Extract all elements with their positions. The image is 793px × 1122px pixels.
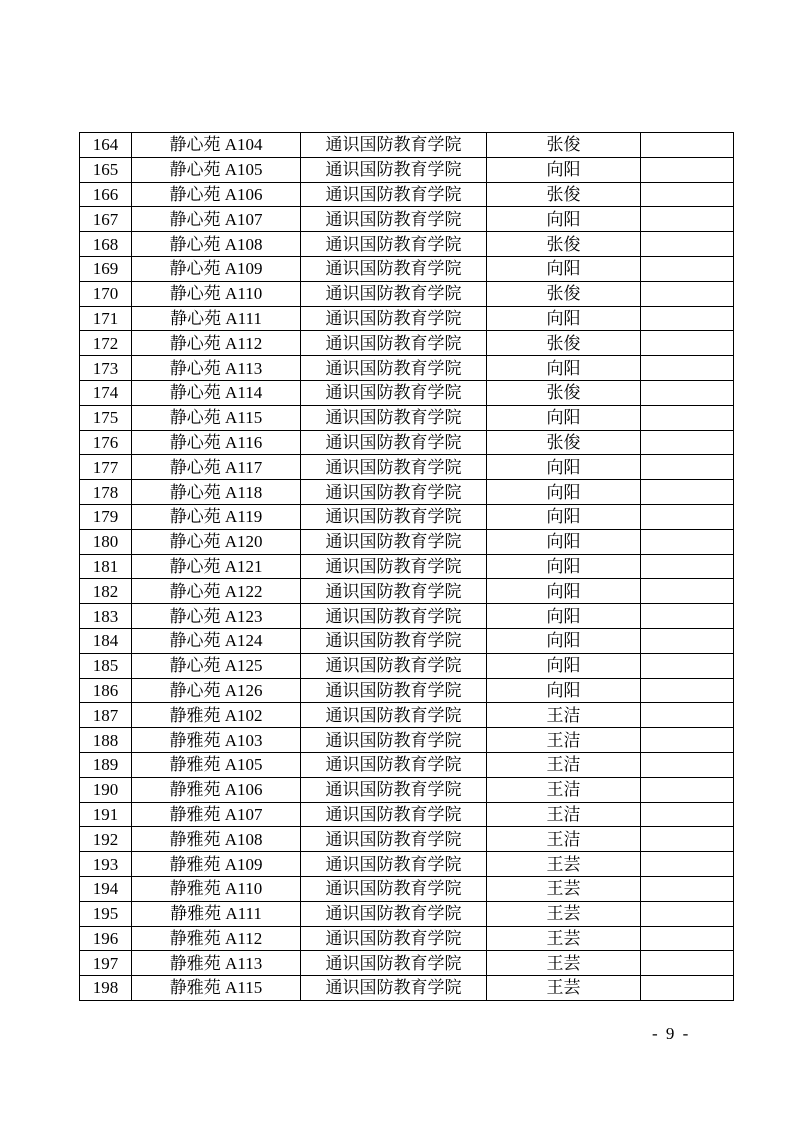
college-cell: 通识国防教育学院 — [301, 480, 487, 505]
table-row — [80, 182, 734, 207]
note-cell — [641, 703, 734, 728]
college-cell: 通识国防教育学院 — [301, 926, 487, 951]
table-row — [80, 430, 734, 455]
row-number-cell: 183 — [80, 604, 132, 629]
room-cell: 静心苑 A111 — [132, 306, 301, 331]
college-cell: 通识国防教育学院 — [301, 653, 487, 678]
row-number-cell: 194 — [80, 876, 132, 901]
room-cell: 静心苑 A121 — [132, 554, 301, 579]
room-cell: 静心苑 A125 — [132, 653, 301, 678]
table-row — [80, 356, 734, 381]
college-cell: 通识国防教育学院 — [301, 430, 487, 455]
row-number-cell: 167 — [80, 207, 132, 232]
row-number-cell: 164 — [80, 133, 132, 158]
person-in-charge-cell: 向阳 — [487, 604, 641, 629]
college-cell: 通识国防教育学院 — [301, 380, 487, 405]
person-in-charge-cell: 张俊 — [487, 182, 641, 207]
note-cell — [641, 306, 734, 331]
table-body — [80, 133, 734, 1001]
table-row — [80, 306, 734, 331]
person-in-charge-cell: 王洁 — [487, 827, 641, 852]
table-row — [80, 628, 734, 653]
person-in-charge-cell: 王洁 — [487, 802, 641, 827]
room-cell: 静雅苑 A108 — [132, 827, 301, 852]
note-cell — [641, 182, 734, 207]
row-number-cell: 165 — [80, 157, 132, 182]
row-number-cell: 197 — [80, 951, 132, 976]
college-cell: 通识国防教育学院 — [301, 678, 487, 703]
room-cell: 静心苑 A119 — [132, 504, 301, 529]
person-in-charge-cell: 向阳 — [487, 157, 641, 182]
college-cell: 通识国防教育学院 — [301, 455, 487, 480]
table-row — [80, 653, 734, 678]
note-cell — [641, 852, 734, 877]
person-in-charge-cell: 向阳 — [487, 628, 641, 653]
room-cell: 静心苑 A110 — [132, 281, 301, 306]
row-number-cell: 188 — [80, 728, 132, 753]
row-number-cell: 185 — [80, 653, 132, 678]
table-row — [80, 157, 734, 182]
note-cell — [641, 876, 734, 901]
row-number-cell: 178 — [80, 480, 132, 505]
person-in-charge-cell: 向阳 — [487, 306, 641, 331]
table-row — [80, 207, 734, 232]
row-number-cell: 181 — [80, 554, 132, 579]
note-cell — [641, 976, 734, 1001]
room-cell: 静心苑 A107 — [132, 207, 301, 232]
college-cell: 通识国防教育学院 — [301, 182, 487, 207]
room-cell: 静心苑 A122 — [132, 579, 301, 604]
table-row — [80, 678, 734, 703]
college-cell: 通识国防教育学院 — [301, 504, 487, 529]
table-row — [80, 455, 734, 480]
note-cell — [641, 554, 734, 579]
table-row — [80, 728, 734, 753]
college-cell: 通识国防教育学院 — [301, 281, 487, 306]
row-number-cell: 175 — [80, 405, 132, 430]
room-cell: 静心苑 A104 — [132, 133, 301, 158]
person-in-charge-cell: 张俊 — [487, 331, 641, 356]
college-cell: 通识国防教育学院 — [301, 157, 487, 182]
person-in-charge-cell: 张俊 — [487, 133, 641, 158]
row-number-cell: 169 — [80, 256, 132, 281]
note-cell — [641, 133, 734, 158]
college-cell: 通识国防教育学院 — [301, 133, 487, 158]
person-in-charge-cell: 张俊 — [487, 430, 641, 455]
college-cell: 通识国防教育学院 — [301, 728, 487, 753]
college-cell: 通识国防教育学院 — [301, 951, 487, 976]
note-cell — [641, 455, 734, 480]
college-cell: 通识国防教育学院 — [301, 232, 487, 257]
person-in-charge-cell: 向阳 — [487, 256, 641, 281]
room-cell: 静心苑 A108 — [132, 232, 301, 257]
person-in-charge-cell: 张俊 — [487, 380, 641, 405]
row-number-cell: 193 — [80, 852, 132, 877]
row-number-cell: 174 — [80, 380, 132, 405]
row-number-cell: 179 — [80, 504, 132, 529]
room-cell: 静雅苑 A112 — [132, 926, 301, 951]
college-cell: 通识国防教育学院 — [301, 802, 487, 827]
note-cell — [641, 480, 734, 505]
room-cell: 静心苑 A114 — [132, 380, 301, 405]
row-number-cell: 195 — [80, 901, 132, 926]
row-number-cell: 180 — [80, 529, 132, 554]
person-in-charge-cell: 张俊 — [487, 281, 641, 306]
row-number-cell: 182 — [80, 579, 132, 604]
note-cell — [641, 256, 734, 281]
table-row — [80, 405, 734, 430]
room-cell: 静雅苑 A110 — [132, 876, 301, 901]
table-row — [80, 133, 734, 158]
room-cell: 静心苑 A123 — [132, 604, 301, 629]
table-row — [80, 852, 734, 877]
note-cell — [641, 802, 734, 827]
room-cell: 静雅苑 A106 — [132, 777, 301, 802]
table-row — [80, 281, 734, 306]
person-in-charge-cell: 向阳 — [487, 356, 641, 381]
note-cell — [641, 232, 734, 257]
person-in-charge-cell: 向阳 — [487, 207, 641, 232]
college-cell: 通识国防教育学院 — [301, 752, 487, 777]
note-cell — [641, 207, 734, 232]
row-number-cell: 189 — [80, 752, 132, 777]
college-cell: 通识国防教育学院 — [301, 356, 487, 381]
college-cell: 通识国防教育学院 — [301, 405, 487, 430]
table-row — [80, 504, 734, 529]
college-cell: 通识国防教育学院 — [301, 529, 487, 554]
person-in-charge-cell: 向阳 — [487, 405, 641, 430]
row-number-cell: 186 — [80, 678, 132, 703]
person-in-charge-cell: 向阳 — [487, 529, 641, 554]
note-cell — [641, 604, 734, 629]
person-in-charge-cell: 王芸 — [487, 901, 641, 926]
row-number-cell: 184 — [80, 628, 132, 653]
note-cell — [641, 777, 734, 802]
room-cell: 静心苑 A109 — [132, 256, 301, 281]
note-cell — [641, 405, 734, 430]
room-cell: 静雅苑 A102 — [132, 703, 301, 728]
table-row — [80, 777, 734, 802]
table-row — [80, 529, 734, 554]
note-cell — [641, 678, 734, 703]
room-cell: 静雅苑 A105 — [132, 752, 301, 777]
row-number-cell: 198 — [80, 976, 132, 1001]
room-cell: 静雅苑 A113 — [132, 951, 301, 976]
college-cell: 通识国防教育学院 — [301, 827, 487, 852]
table-row — [80, 802, 734, 827]
college-cell: 通识国防教育学院 — [301, 256, 487, 281]
room-cell: 静心苑 A124 — [132, 628, 301, 653]
note-cell — [641, 628, 734, 653]
table-row — [80, 480, 734, 505]
person-in-charge-cell: 向阳 — [487, 504, 641, 529]
person-in-charge-cell: 王芸 — [487, 926, 641, 951]
person-in-charge-cell: 王芸 — [487, 852, 641, 877]
college-cell: 通识国防教育学院 — [301, 901, 487, 926]
room-cell: 静心苑 A112 — [132, 331, 301, 356]
note-cell — [641, 926, 734, 951]
room-cell: 静雅苑 A111 — [132, 901, 301, 926]
college-cell: 通识国防教育学院 — [301, 876, 487, 901]
note-cell — [641, 827, 734, 852]
college-cell: 通识国防教育学院 — [301, 579, 487, 604]
row-number-cell: 190 — [80, 777, 132, 802]
row-number-cell: 191 — [80, 802, 132, 827]
college-cell: 通识国防教育学院 — [301, 777, 487, 802]
note-cell — [641, 728, 734, 753]
row-number-cell: 187 — [80, 703, 132, 728]
room-cell: 静心苑 A105 — [132, 157, 301, 182]
table-row — [80, 951, 734, 976]
college-cell: 通识国防教育学院 — [301, 331, 487, 356]
note-cell — [641, 380, 734, 405]
note-cell — [641, 653, 734, 678]
room-cell: 静心苑 A116 — [132, 430, 301, 455]
room-cell: 静雅苑 A107 — [132, 802, 301, 827]
table-row — [80, 703, 734, 728]
note-cell — [641, 430, 734, 455]
room-cell: 静雅苑 A109 — [132, 852, 301, 877]
person-in-charge-cell: 向阳 — [487, 554, 641, 579]
row-number-cell: 166 — [80, 182, 132, 207]
person-in-charge-cell: 王洁 — [487, 777, 641, 802]
person-in-charge-cell: 向阳 — [487, 480, 641, 505]
person-in-charge-cell: 向阳 — [487, 579, 641, 604]
room-cell: 静心苑 A117 — [132, 455, 301, 480]
dormitory-assignment-table — [79, 132, 734, 1001]
room-cell: 静心苑 A113 — [132, 356, 301, 381]
row-number-cell: 168 — [80, 232, 132, 257]
college-cell: 通识国防教育学院 — [301, 207, 487, 232]
row-number-cell: 196 — [80, 926, 132, 951]
person-in-charge-cell: 王洁 — [487, 752, 641, 777]
table-row — [80, 752, 734, 777]
table-row — [80, 256, 734, 281]
table-row — [80, 232, 734, 257]
table-row — [80, 827, 734, 852]
college-cell: 通识国防教育学院 — [301, 554, 487, 579]
person-in-charge-cell: 王芸 — [487, 876, 641, 901]
college-cell: 通识国防教育学院 — [301, 976, 487, 1001]
person-in-charge-cell: 张俊 — [487, 232, 641, 257]
person-in-charge-cell: 王洁 — [487, 703, 641, 728]
row-number-cell: 192 — [80, 827, 132, 852]
table-row — [80, 901, 734, 926]
row-number-cell: 172 — [80, 331, 132, 356]
person-in-charge-cell: 王洁 — [487, 728, 641, 753]
room-cell: 静雅苑 A115 — [132, 976, 301, 1001]
note-cell — [641, 901, 734, 926]
table-row — [80, 579, 734, 604]
room-cell: 静心苑 A118 — [132, 480, 301, 505]
row-number-cell: 173 — [80, 356, 132, 381]
note-cell — [641, 529, 734, 554]
person-in-charge-cell: 王芸 — [487, 976, 641, 1001]
college-cell: 通识国防教育学院 — [301, 604, 487, 629]
table-row — [80, 604, 734, 629]
table-row — [80, 926, 734, 951]
room-cell: 静心苑 A106 — [132, 182, 301, 207]
person-in-charge-cell: 向阳 — [487, 678, 641, 703]
note-cell — [641, 157, 734, 182]
table-row — [80, 554, 734, 579]
row-number-cell: 171 — [80, 306, 132, 331]
page-number: - 9 - — [652, 1024, 691, 1043]
note-cell — [641, 579, 734, 604]
college-cell: 通识国防教育学院 — [301, 306, 487, 331]
table-row — [80, 976, 734, 1001]
room-cell: 静心苑 A126 — [132, 678, 301, 703]
table-row — [80, 380, 734, 405]
table-row — [80, 876, 734, 901]
room-cell: 静心苑 A120 — [132, 529, 301, 554]
person-in-charge-cell: 王芸 — [487, 951, 641, 976]
person-in-charge-cell: 向阳 — [487, 653, 641, 678]
row-number-cell: 176 — [80, 430, 132, 455]
note-cell — [641, 752, 734, 777]
note-cell — [641, 331, 734, 356]
person-in-charge-cell: 向阳 — [487, 455, 641, 480]
row-number-cell: 170 — [80, 281, 132, 306]
college-cell: 通识国防教育学院 — [301, 628, 487, 653]
room-cell: 静雅苑 A103 — [132, 728, 301, 753]
row-number-cell: 177 — [80, 455, 132, 480]
college-cell: 通识国防教育学院 — [301, 703, 487, 728]
college-cell: 通识国防教育学院 — [301, 852, 487, 877]
room-cell: 静心苑 A115 — [132, 405, 301, 430]
note-cell — [641, 281, 734, 306]
note-cell — [641, 504, 734, 529]
note-cell — [641, 951, 734, 976]
table-row — [80, 331, 734, 356]
note-cell — [641, 356, 734, 381]
